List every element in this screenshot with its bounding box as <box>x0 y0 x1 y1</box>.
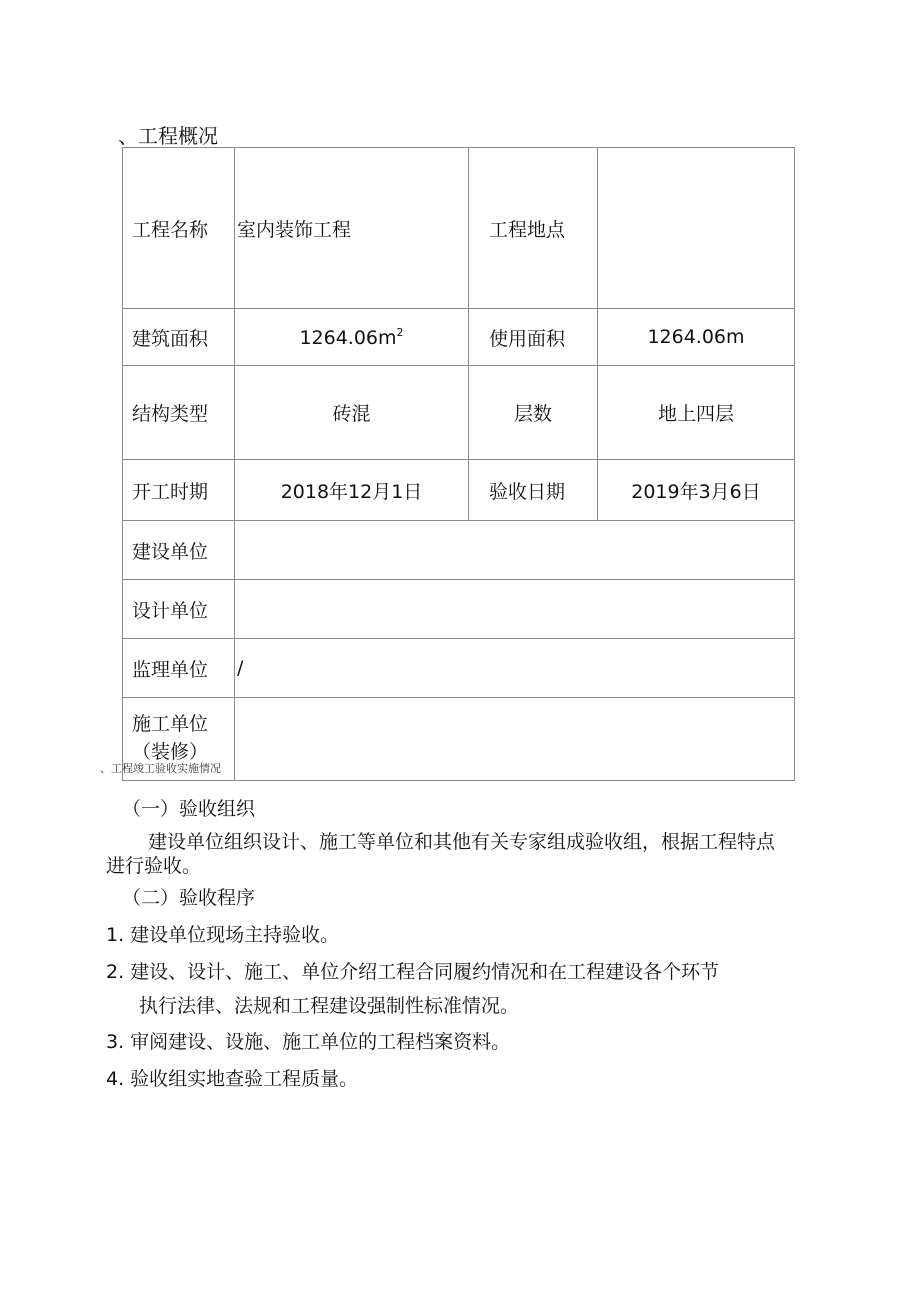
tiny-caption: 、工程竣工验收实施情况 <box>100 762 221 775</box>
building-area-value: 1264.06m <box>299 326 397 349</box>
start-date-value: 2018年12月1日 <box>235 460 469 521</box>
table-row <box>123 580 795 639</box>
project-name-value: 室内装饰工程 <box>235 148 469 309</box>
structure-type-label: 结构类型 <box>123 366 235 460</box>
list-item: 4. 验收组实地查验工程质量。 <box>106 1068 359 1090</box>
floors-label: 层数 <box>469 366 598 460</box>
list-item: 2. 建设、设计、施工、单位介绍工程合同履约情况和在工程建设各个环节 <box>106 961 720 983</box>
table-row <box>123 698 795 781</box>
project-location-value <box>598 148 795 309</box>
table-row <box>123 521 795 580</box>
project-overview-table <box>122 147 795 781</box>
designer-value <box>235 580 795 639</box>
builder-label: 建设单位 <box>123 521 235 580</box>
section-title: 、工程概况 <box>118 124 218 148</box>
section1-title: （一）验收组织 <box>122 798 256 820</box>
supervisor-label: 监理单位 <box>123 639 235 698</box>
contractor-label-line1: 施工单位 <box>132 713 209 735</box>
list-item: 3. 审阅建设、设施、施工单位的工程档案资料。 <box>106 1031 511 1053</box>
building-area-cell <box>235 309 469 366</box>
table-row <box>123 148 795 309</box>
acceptance-date-value: 2019年3月6日 <box>598 460 795 521</box>
section2-title: （二）验收程序 <box>122 887 256 909</box>
table-row <box>123 460 795 521</box>
project-name-label: 工程名称 <box>123 148 235 309</box>
acceptance-date-label: 验收日期 <box>469 460 598 521</box>
building-area-sup: 2 <box>396 325 404 339</box>
table-row <box>123 639 795 698</box>
section1-para-line2: 进行验收。 <box>106 855 202 877</box>
table-row <box>123 309 795 366</box>
floors-value: 地上四层 <box>598 366 795 460</box>
contractor-value <box>235 698 795 781</box>
table-row <box>123 366 795 460</box>
start-date-label: 开工时期 <box>123 460 235 521</box>
section1-para-line1: 建设单位组织设计、施工等单位和其他有关专家组成验收组，根据工程特点 <box>148 831 776 853</box>
project-location-label: 工程地点 <box>469 148 598 309</box>
contractor-label-line2: （装修） <box>132 741 209 763</box>
builder-value <box>235 521 795 580</box>
usable-area-label: 使用面积 <box>469 309 598 366</box>
structure-type-value: 砖混 <box>235 366 469 460</box>
list-item-continuation: 执行法律、法规和工程建设强制性标准情况。 <box>139 995 520 1017</box>
list-item: 1. 建设单位现场主持验收。 <box>106 924 340 946</box>
usable-area-value: 1264.06m <box>598 309 795 366</box>
supervisor-value: / <box>235 639 795 698</box>
designer-label: 设计单位 <box>123 580 235 639</box>
building-area-label: 建筑面积 <box>123 309 235 366</box>
